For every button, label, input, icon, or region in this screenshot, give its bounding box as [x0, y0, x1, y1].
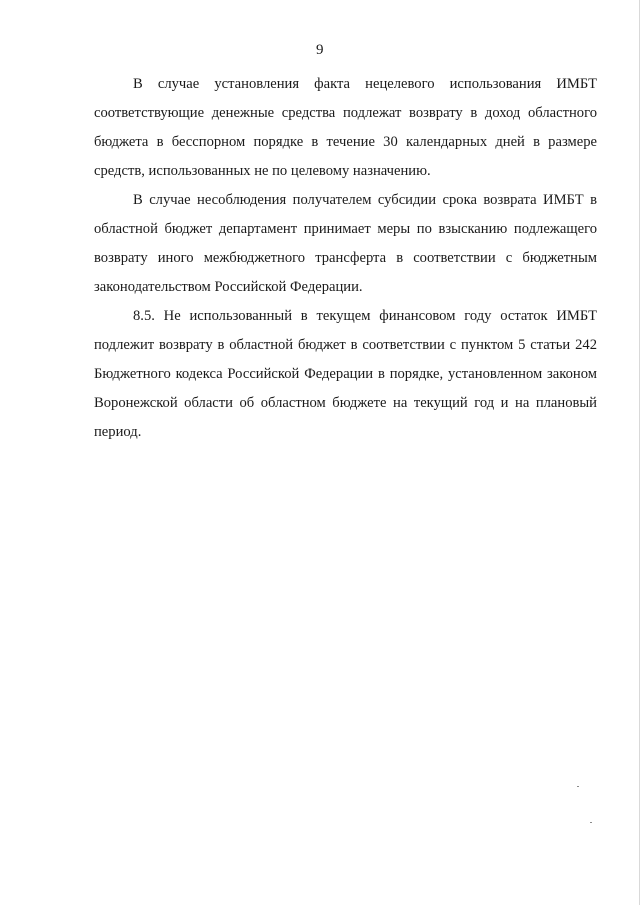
paragraph-misuse-refund: В случае установления факта нецелевого использования ИМБТ соответствующие денежные средства подлежат возврату в доход областного бюджета в бесспорном порядке в течение 30 календарных дней в размере средств, использованных не по целевому назначению. — [94, 76, 597, 179]
scan-speck — [590, 822, 592, 823]
paragraph-recovery-measures: В случае несоблюдения получателем субсидии срока возврата ИМБТ в областной бюджет департамент принимает меры по взысканию подлежащего возврату иного межбюджетного трансферта в соответствии с бюджетным законодательством Российской Федерации. — [94, 192, 597, 295]
scan-speck — [577, 786, 579, 787]
document-body — [94, 70, 597, 447]
paragraph-unused-balance: 8.5. Не использованный в текущем финансовом году остаток ИМБТ подлежит возврату в областной бюджет в соответствии с пунктом 5 статьи 242 Бюджетного кодекса Российской Федерации в порядке, установленном законом Воронежской области об областном бюджете на текущий год и на плановый период. — [94, 308, 597, 440]
page-number: 9 — [316, 42, 324, 58]
